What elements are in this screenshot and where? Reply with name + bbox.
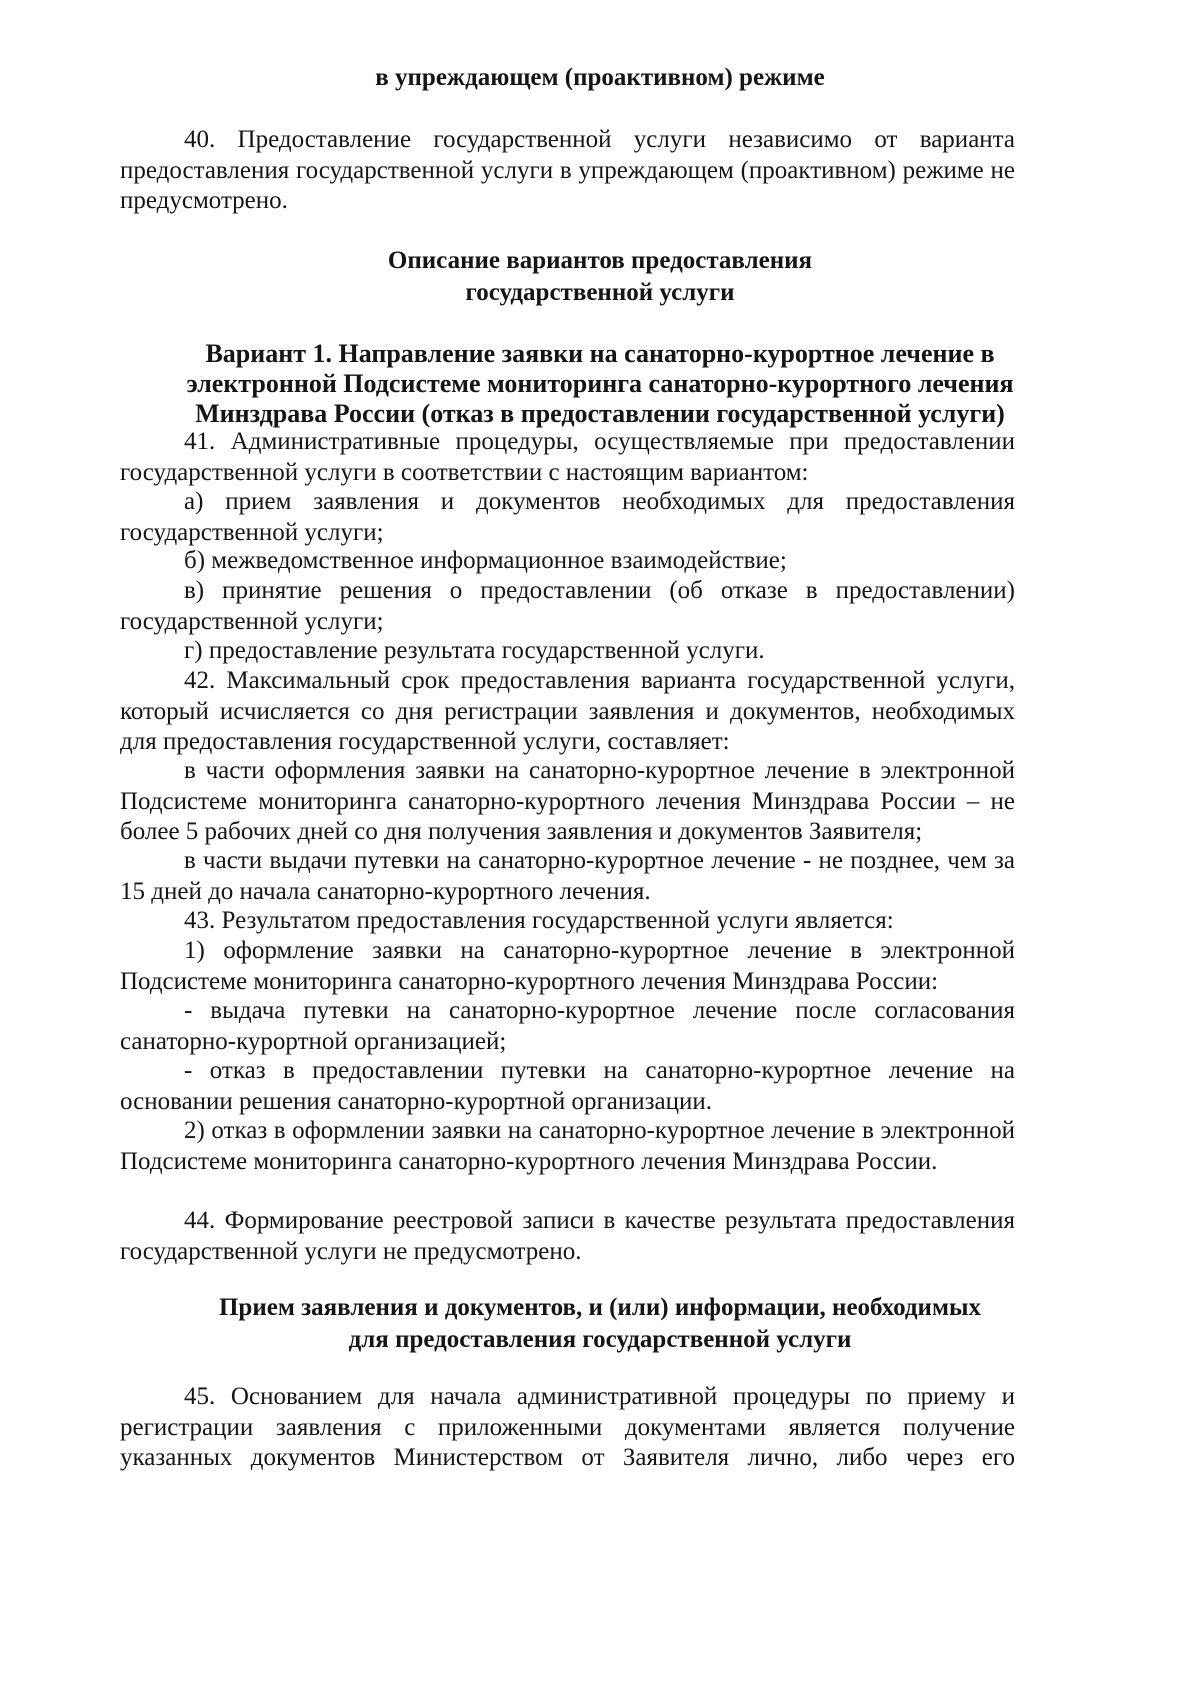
paragraph-41-g: г) предоставление результата государственной услуги. — [184, 637, 765, 664]
paragraph-41-v: в) принятие решения о предоставлении (об отказе в предоставлении) государственной услуги; — [120, 577, 1015, 635]
paragraph-40: 40. Предоставление государственной услуги независимо от варианта предоставления государственной услуги в упреждающем (проактивном) режиме не предусмотрено. — [120, 126, 1015, 214]
heading-line: Описание вариантов предоставления — [387, 247, 813, 274]
paragraph-43-1: 1) оформление заявки на санаторно-курортное лечение в электронной Подсистеме мониторинга санаторно-курортного лечения Минздрава России: — [120, 937, 1015, 995]
heading-line: электронной Подсистеме мониторинга санаторно-курортного лечения — [186, 369, 1014, 398]
heading-line: Вариант 1. Направление заявки на санаторно-курортное лечение в — [205, 339, 995, 368]
paragraph-41-b: б) межведомственное информационное взаимодействие; — [184, 547, 787, 574]
paragraph-43-1-a: - выдача путевки на санаторно-курортное лечение после согласования санаторно-курортной организацией; — [120, 997, 1015, 1055]
section-heading-proactive: в упреждающем (проактивном) режиме — [375, 64, 825, 91]
paragraph-44: 44. Формирование реестровой записи в качестве результата предоставления государственной услуги не предусмотрено. — [120, 1207, 1015, 1265]
paragraph-42-b: в части выдачи путевки на санаторно-курортное лечение - не позднее, чем за 15 дней до начала санаторно-курортного лечения. — [120, 847, 1015, 905]
paragraph-45: 45. Основанием для начала административной процедуры по приему и регистрации заявления с приложенными документами является получение указанных документов Министерством от Заявителя лично, либо через его — [120, 1383, 1015, 1471]
paragraph-43-1-b: - отказ в предоставлении путевки на санаторно-курортное лечение на основании решения санаторно-курортной организации. — [120, 1057, 1015, 1115]
paragraph-43: 43. Результатом предоставления государственной услуги является: — [184, 907, 894, 934]
heading-line: Прием заявления и документов, и (или) информации, необходимых — [218, 1294, 982, 1321]
paragraph-42: 42. Максимальный срок предоставления варианта государственной услуги, который исчисляется со дня регистрации заявления и документов, необходимых для предоставления государственной услуги, составляет: — [120, 667, 1015, 755]
paragraph-41: 41. Административные процедуры, осуществляемые при предоставлении государственной услуги в соответствии с настоящим вариантом: — [120, 428, 1015, 486]
heading-line: для предоставления государственной услуги — [348, 1326, 852, 1353]
paragraph-43-2: 2) отказ в оформлении заявки на санаторно-курортное лечение в электронной Подсистеме мониторинга санаторно-курортного лечения Минздрава России. — [120, 1117, 1015, 1175]
paragraph-42-a: в части оформления заявки на санаторно-курортное лечение в электронной Подсистеме мониторинга санаторно-курортного лечения Минздрава России – не более 5 рабочих дней со дня получения заявления и документов Заявителя; — [120, 757, 1015, 845]
heading-line: государственной услуги — [465, 279, 735, 306]
paragraph-41-a: а) прием заявления и документов необходимых для предоставления государственной услуги; — [120, 488, 1015, 546]
heading-line: Минздрава России (отказ в предоставлении государственной услуги) — [195, 399, 1005, 428]
